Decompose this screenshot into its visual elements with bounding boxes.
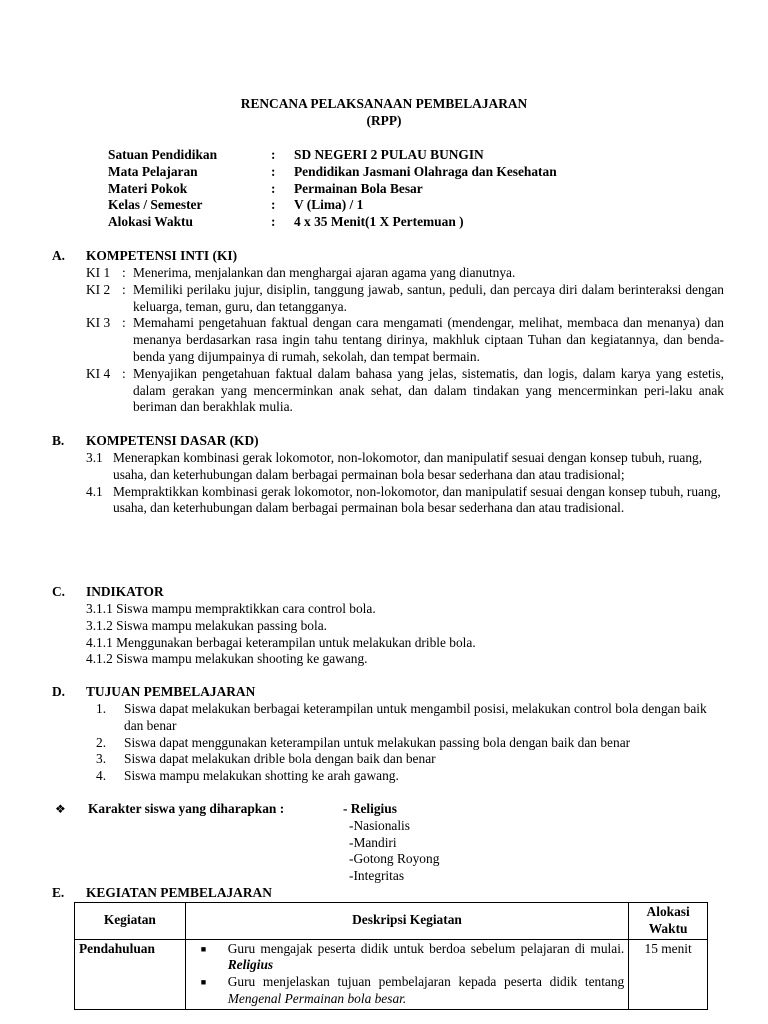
section-letter: B. (52, 433, 65, 448)
list-item (190, 941, 625, 975)
ki-code: KI 3 (86, 315, 111, 331)
meta-value: 4 x 35 Menit(1 X Pertemuan ) (294, 214, 464, 230)
tujuan-number: 1. (96, 701, 107, 716)
table-row (75, 939, 708, 1009)
kd-number: 4.1 (86, 483, 103, 499)
cell-deskripsi (185, 939, 629, 1009)
cell-alokasi-waktu: 15 menit (629, 939, 708, 1009)
ki-colon: : (122, 315, 126, 331)
karakter-item: -Integritas (349, 868, 405, 884)
section-letter: D. (52, 684, 66, 699)
indikator-item: 4.1.2 Siswa mampu melakukan shooting ke gawang. (86, 651, 368, 667)
section-letter: A. (52, 248, 66, 263)
tujuan-number: 2. (96, 734, 107, 750)
karakter-item: -Mandiri (349, 834, 397, 850)
ki-text: Memahami pengetahuan faktual dengan cara mengamati (mendengar, melihat, membaca dan menanya) dan menanya berdasarkan rasa ingin tahu tentang dirinya, makhluk ciptaan Tuhan dan kegiatannya, dan benda-benda yang dijumpainya di rumah, sekolah, dan tempat bermain. (133, 315, 724, 364)
karakter-item: - Religius (343, 801, 397, 816)
identity-block (108, 147, 668, 231)
section-title: KEGIATAN PEMBELAJARAN (86, 885, 272, 900)
ki-item (86, 315, 724, 365)
header-deskripsi: Deskripsi Kegiatan (185, 903, 629, 940)
ki-code: KI 1 (86, 265, 111, 280)
section-title: TUJUAN PEMBELAJARAN (86, 684, 256, 699)
indikator-item: 3.1.1 Siswa mampu mempraktikkan cara control bola. (86, 601, 376, 616)
ki-text: Menyajikan pengetahuan faktual dalam bahasa yang jelas, sistematis, dan logis, dalam karya yang estetis, dalam gerakan yang mencerminkan anak sehat, dan dalam tindakan yang mencerminkan peri-laku anak beriman dan berakhlak mulia. (133, 365, 724, 415)
meta-row-mapel (108, 164, 668, 181)
tujuan-number: 4. (96, 768, 107, 784)
header-kegiatan: Kegiatan (75, 903, 186, 940)
meta-value: Pendidikan Jasmani Olahraga dan Kesehatan (294, 163, 557, 179)
meta-row-kelas (108, 197, 668, 214)
meta-colon: : (271, 163, 276, 179)
meta-row-satuan (108, 147, 668, 164)
meta-row-materi (108, 181, 668, 198)
diamond-bullet-icon: ❖ (55, 802, 66, 816)
ki-item (86, 282, 724, 316)
ki-item (86, 366, 724, 416)
table-header-row (75, 903, 708, 940)
ki-colon: : (122, 365, 126, 381)
list-item (190, 974, 625, 1008)
meta-colon: : (271, 214, 276, 230)
tujuan-item (96, 701, 728, 735)
tujuan-number: 3. (96, 751, 107, 767)
karakter-item: -Gotong Royong (349, 851, 440, 867)
item-text: Guru mengajak peserta didik untuk berdoa sebelum pelajaran di mulai. (227, 940, 625, 956)
meta-colon: : (271, 180, 276, 196)
kd-list (86, 450, 724, 517)
meta-row-waktu (108, 214, 668, 231)
character-tag: Religius (227, 957, 274, 973)
kd-text: Mempraktikkan kombinasi gerak lokomotor, non-lokomotor, dan manipulatif sesuai dengan konsep tubuh, ruang, usaha, dan keterhubungan dalam berbagai permainan bola besar sederhana dan atau tradisional. (113, 483, 721, 516)
header-alokasi-waktu: Alokasi Waktu (629, 903, 708, 940)
square-bullet-icon: ■ (200, 977, 207, 988)
kegiatan-table (74, 902, 708, 1010)
meta-key: Alokasi Waktu (108, 214, 193, 230)
ki-list (86, 265, 724, 416)
karakter-list (343, 801, 439, 885)
square-bullet-icon: ■ (200, 943, 207, 954)
meta-key: Satuan Pendidikan (108, 147, 218, 162)
ki-colon: : (122, 265, 126, 280)
meta-key: Kelas / Semester (108, 197, 203, 213)
ki-text: Memiliki perilaku jujur, disiplin, tanggung jawab, santun, peduli, dan percaya diri dalam berinteraksi dengan keluarga, teman, guru, dan tetangganya. (133, 281, 724, 314)
tujuan-text: Siswa mampu melakukan shotting ke arah gawang. (124, 768, 399, 784)
meta-key: Materi Pokok (108, 180, 188, 196)
item-italic-text: Mengenal Permainan bola besar. (227, 990, 407, 1006)
kd-number: 3.1 (86, 450, 103, 465)
indikator-list (86, 601, 476, 668)
tujuan-item (96, 768, 728, 785)
cell-kegiatan: Pendahuluan (75, 939, 186, 1009)
kd-text: Menerapkan kombinasi gerak lokomotor, non-lokomotor, dan manipulatif sesuai dengan konsep tubuh, ruang, usaha, dan keterhubungan dalam berbagai permainan bola besar sederhana dan atau tradisional; (113, 450, 703, 482)
ki-code: KI 2 (86, 281, 111, 297)
karakter-item: -Nasionalis (349, 817, 410, 833)
tujuan-list (96, 701, 728, 785)
tujuan-item (96, 735, 728, 752)
meta-key: Mata Pelajaran (108, 163, 198, 179)
kd-item (86, 450, 724, 484)
tujuan-text: Siswa dapat melakukan drible bola dengan baik dan benar (124, 751, 436, 767)
ki-code: KI 4 (86, 365, 111, 381)
meta-value: Permainan Bola Besar (294, 180, 423, 196)
section-title: INDIKATOR (86, 584, 164, 599)
item-text: Guru menjelaskan tujuan pembelajaran kepada peserta didik tentang (227, 974, 625, 990)
section-title: KOMPETENSI INTI (KI) (86, 248, 238, 263)
ki-item (86, 265, 724, 282)
indikator-item: 3.1.2 Siswa mampu melakukan passing bola. (86, 617, 327, 633)
document-subtitle: (RPP) (366, 113, 402, 128)
tujuan-item (96, 751, 728, 768)
document-title: RENCANA PELAKSANAAN PEMBELAJARAN (240, 96, 528, 111)
tujuan-text: Siswa dapat menggunakan keterampilan untuk melakukan passing bola dengan baik dan benar (124, 734, 631, 750)
section-letter: C. (52, 584, 66, 599)
indikator-item: 4.1.1 Menggunakan berbagai keterampilan untuk melakukan drible bola. (86, 634, 476, 650)
meta-colon: : (271, 197, 276, 213)
meta-value: V (Lima) / 1 (294, 197, 364, 213)
meta-colon: : (271, 147, 276, 162)
kd-item (86, 484, 724, 518)
section-letter: E. (52, 885, 65, 900)
tujuan-text: Siswa dapat melakukan berbagai keterampilan untuk mengambil posisi, melakukan control bola dengan baik dan benar (124, 701, 707, 733)
meta-value: SD NEGERI 2 PULAU BUNGIN (294, 147, 484, 162)
section-title: KOMPETENSI DASAR (KD) (86, 433, 259, 448)
ki-colon: : (122, 281, 126, 297)
karakter-label: Karakter siswa yang diharapkan : (88, 801, 285, 816)
ki-text: Menerima, menjalankan dan menghargai ajaran agama yang dianutnya. (133, 265, 516, 280)
